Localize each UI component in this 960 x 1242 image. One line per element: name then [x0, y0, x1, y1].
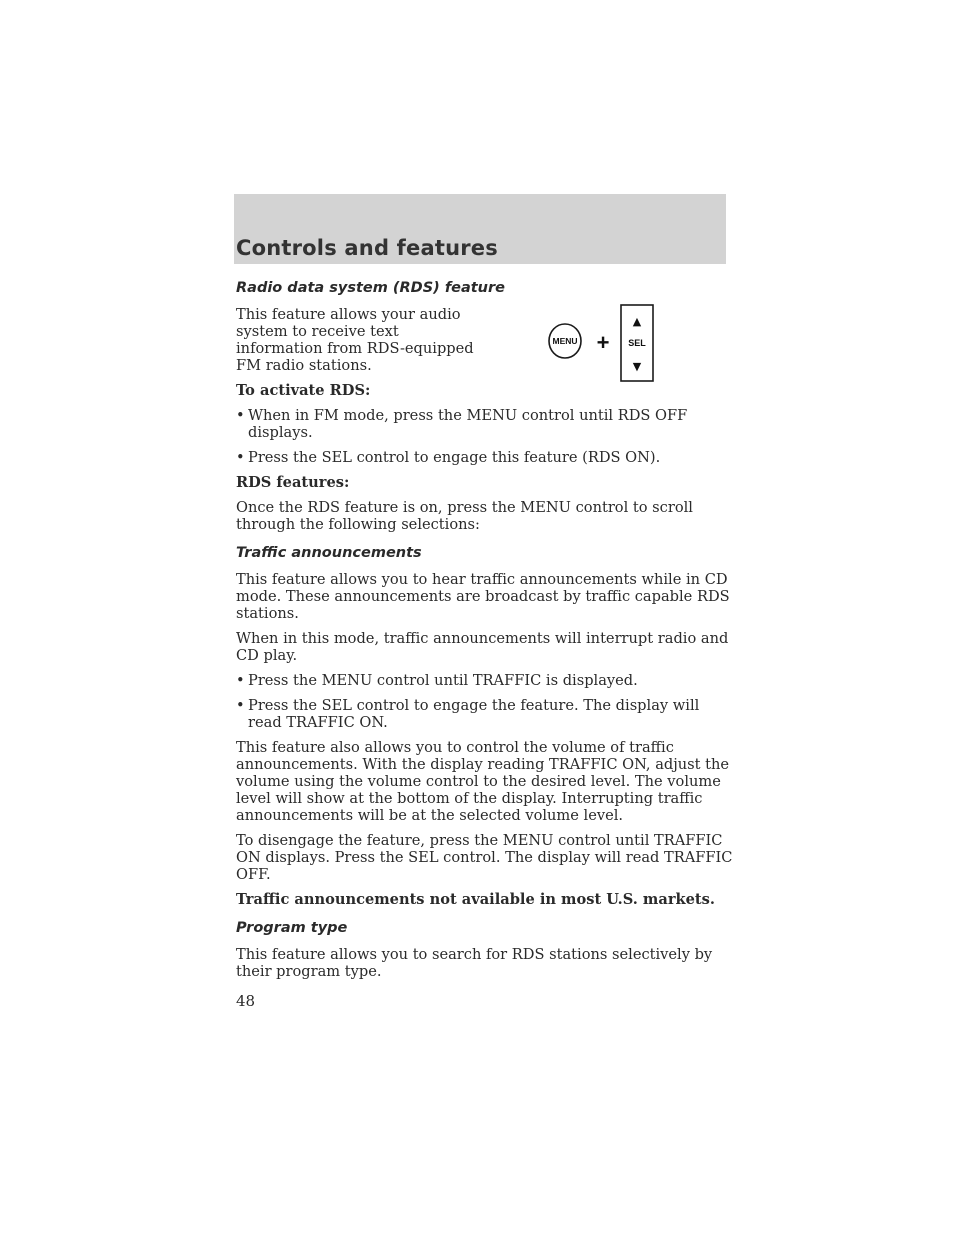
- rds-heading: Radio data system (RDS) feature: [236, 280, 505, 296]
- traffic-paragraph: This feature also allows you to control the volume of traffic announcements. With the display reading TRAFFIC ON, adjust the volume using the volume control to the desired level. The volume level will show at the bottom of the display. Interrupting traffic announcements will be at the selected volume level.: [236, 739, 730, 824]
- sel-down-arrow-icon: ▼: [632, 360, 642, 373]
- section-title: Controls and features: [236, 236, 498, 260]
- bullet: •: [236, 672, 245, 689]
- sel-control-label: SEL: [628, 338, 646, 348]
- traffic-paragraph: When in this mode, traffic announcements will interrupt radio and CD play.: [236, 630, 729, 664]
- program-type-heading: Program type: [236, 920, 348, 936]
- plus-icon: +: [596, 330, 610, 355]
- bullet: •: [236, 407, 245, 424]
- traffic-note: Traffic announcements not available in most U.S. markets.: [236, 891, 715, 908]
- list-item: • Press the SEL control to engage the feature. The display will read TRAFFIC ON.: [236, 697, 700, 731]
- bullet: •: [236, 449, 245, 466]
- program-type-paragraph: This feature allows you to search for RDS stations selectively by their program type.: [236, 946, 713, 980]
- activate-rds-label: To activate RDS:: [236, 382, 371, 399]
- rds-intro: This feature allows your audio system to receive text information from RDS-equipped FM radio stations.: [236, 306, 474, 374]
- list-item: • Press the MENU control until TRAFFIC is displayed.: [236, 672, 638, 689]
- traffic-paragraph: To disengage the feature, press the MENU control until TRAFFIC ON displays. Press the SEL control. The display will read TRAFFIC OFF.: [236, 832, 733, 883]
- rds-features-text: Once the RDS feature is on, press the MENU control to scroll through the following selections:: [236, 499, 693, 533]
- bullet: •: [236, 697, 245, 714]
- page-number: 48: [236, 992, 256, 1010]
- activate-steps-list: [236, 407, 736, 466]
- traffic-paragraph: This feature allows you to hear traffic announcements while in CD mode. These announcements are broadcast by traffic capable RDS stations.: [236, 571, 730, 622]
- list-item: • Press the SEL control to engage this feature (RDS ON).: [236, 449, 661, 466]
- rds-features-label: RDS features:: [236, 474, 350, 491]
- traffic-steps-list: [236, 672, 736, 731]
- traffic-heading: Traffic announcements: [236, 545, 422, 561]
- menu-button-label: MENU: [552, 336, 578, 346]
- sel-up-arrow-icon: ▲: [632, 315, 642, 328]
- main-content: [236, 278, 736, 988]
- list-item: • When in FM mode, press the MENU control until RDS OFF displays.: [236, 407, 688, 441]
